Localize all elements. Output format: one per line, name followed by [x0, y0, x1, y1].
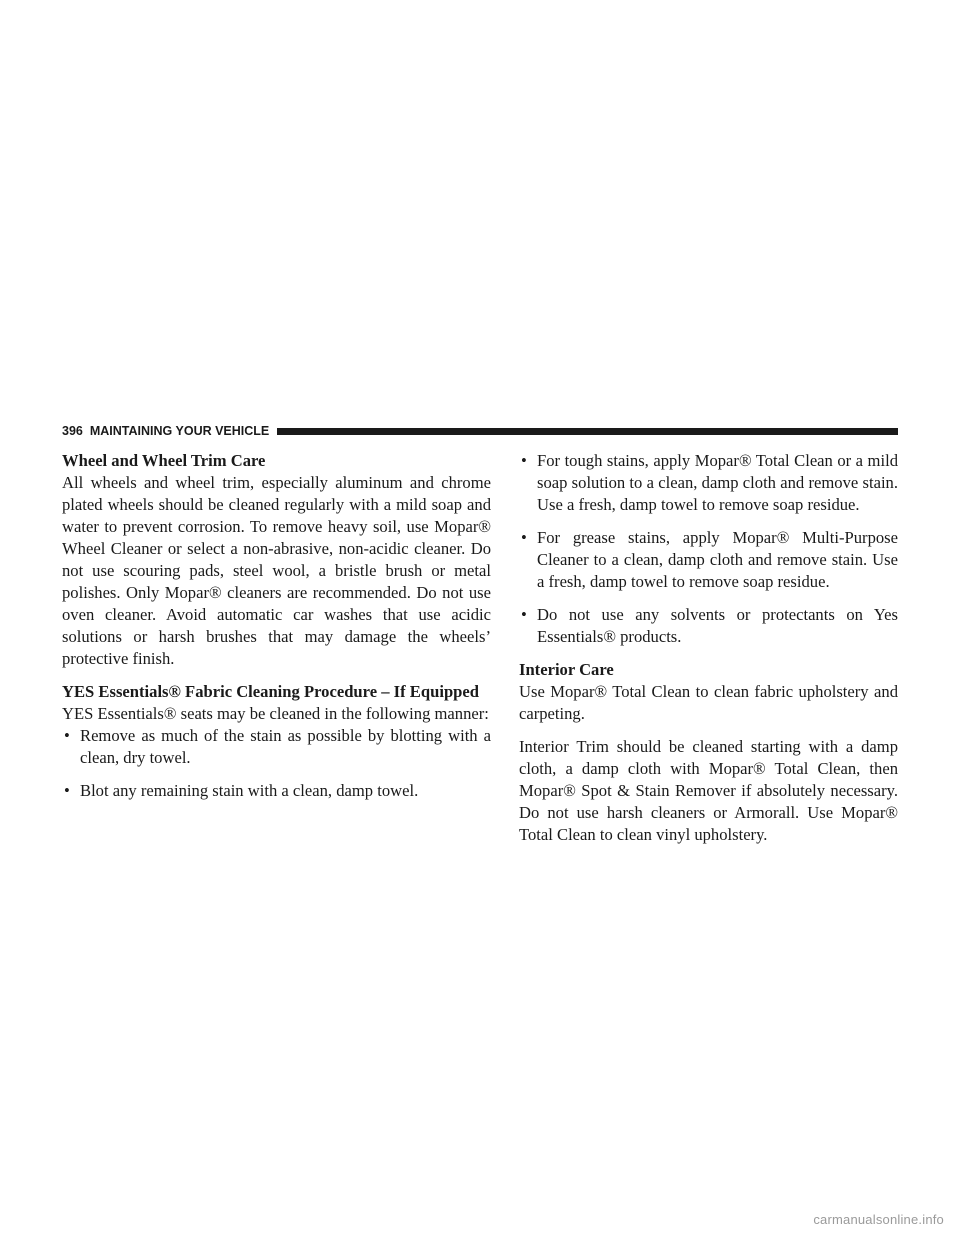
list-item-text: Do not use any solvents or protectants on Yes Essentials® products. — [537, 605, 898, 646]
list-item-text: Blot any remaining stain with a clean, damp towel. — [80, 781, 419, 800]
wheel-care-heading: Wheel and Wheel Trim Care — [62, 451, 266, 470]
wheel-care-paragraph: All wheels and wheel trim, especially aluminum and chrome plated wheels should be cleaned regularly with a mild soap and water to prevent corrosion. To remove heavy soil, use Mopar® Wheel Cleaner or select a non-abrasive, non-acidic cleaner. Do not use scouring pads, steel wool, a bristle brush or metal polishes. Only Mopar® cleaners are recommended. Do not use oven cleaner. Avoid automatic car washes that use acidic solutions or harsh brushes that may damage the wheels’ protective finish. — [62, 473, 491, 668]
bullet-icon: • — [64, 726, 70, 745]
list-item — [519, 450, 898, 516]
page-header — [62, 420, 898, 442]
bullet-icon: • — [521, 528, 527, 547]
watermark-link[interactable]: carmanualsonline.info — [813, 1212, 944, 1227]
list-item — [519, 604, 898, 648]
header-rule — [277, 428, 898, 435]
fabric-cleaning-paragraph: YES Essentials® seats may be cleaned in the following manner: — [62, 704, 489, 723]
bullet-icon: • — [64, 781, 70, 800]
bullet-icon: • — [521, 451, 527, 470]
fabric-cleaning-heading: YES Essentials® Fabric Cleaning Procedure – If Equipped — [62, 682, 479, 701]
interior-care-paragraph-1: Use Mopar® Total Clean to clean fabric upholstery and carpeting. — [519, 682, 898, 723]
list-item-text: For tough stains, apply Mopar® Total Clean or a mild soap solution to a clean, damp cloth and remove stain. Use a fresh, damp towel to remove soap residue. — [537, 451, 898, 514]
section-title: MAINTAINING YOUR VEHICLE — [89, 424, 270, 438]
left-column — [62, 450, 491, 802]
interior-care-heading: Interior Care — [519, 660, 614, 679]
stain-bullet-list — [519, 450, 898, 648]
list-item — [62, 725, 491, 769]
list-item-text: For grease stains, apply Mopar® Multi-Purpose Cleaner to a clean, damp cloth and remove stain. Use a fresh, damp towel to remove soap residue. — [537, 528, 898, 591]
interior-care-paragraph-2: Interior Trim should be cleaned starting with a damp cloth, a damp cloth with Mopar® Total Clean, then Mopar® Spot & Stain Remover if absolutely necessary. Do not use harsh cleaners or Armorall. Use Mopar® Total Clean to clean vinyl upholstery. — [519, 737, 898, 844]
page-number: 396 — [62, 424, 83, 438]
bullet-icon: • — [521, 605, 527, 624]
list-item — [62, 780, 491, 802]
right-column — [519, 450, 898, 846]
list-item-text: Remove as much of the stain as possible by blotting with a clean, dry towel. — [80, 726, 491, 767]
fabric-bullet-list — [62, 725, 491, 802]
list-item — [519, 527, 898, 593]
